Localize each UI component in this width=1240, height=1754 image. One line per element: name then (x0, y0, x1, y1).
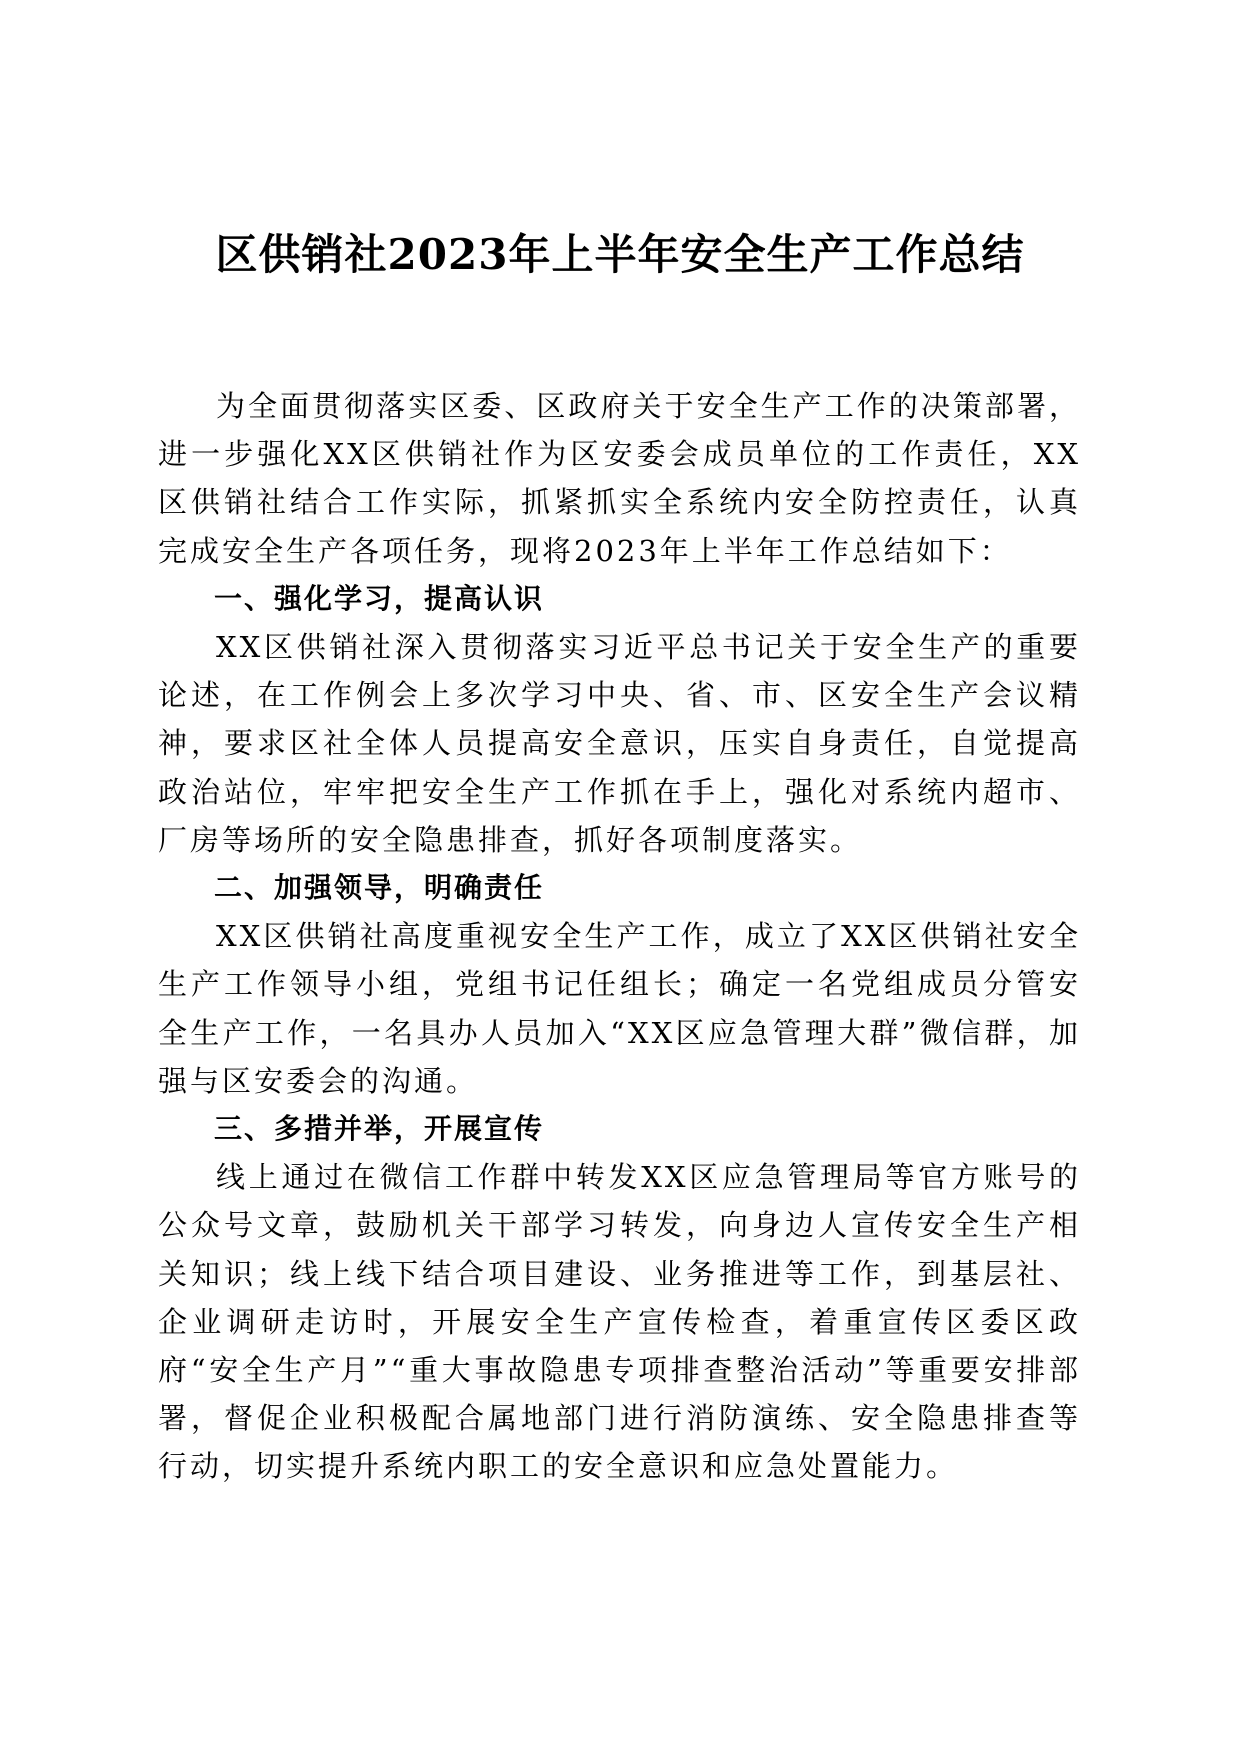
document-title: 区供销社2023年上半年安全生产工作总结 (215, 230, 1025, 279)
section-heading: 一、强化学习，提高认识 (214, 581, 545, 615)
section-heading: 三、多措并举，开展宣传 (214, 1112, 545, 1146)
section-paragraph: XX区供销社高度重视安全生产工作，成立了XX区供销社安全生产工作领导小组，党组书记任组长；确定一名党组成员分管安全生产工作，一名具办人员加入“XX区应急管理大群”微信群，加强与区安委会的沟通。 (158, 919, 1081, 1098)
section-paragraph: 线上通过在微信工作群中转发XX区应急管理局等官方账号的公众号文章，鼓励机关干部学习转发，向身边人宣传安全生产相关知识；线上线下结合项目建设、业务推进等工作，到基层社、企业调研走访时，开展安全生产宣传检查，着重宣传区委区政府“安全生产月”“重大事故隐患专项排查整治活动”等重要安排部署，督促企业积极配合属地部门进行消防演练、安全隐患排查等行动，切实提升系统内职工的安全意识和应急处置能力。 (158, 1160, 1081, 1484)
intro-paragraph: 为全面贯彻落实区委、区政府关于安全生产工作的决策部署，进一步强化XX区供销社作为区安委会成员单位的工作责任，XX区供销社结合工作实际，抓紧抓实全系统内安全防控责任，认真完成安全生产各项任务，现将2023年上半年工作总结如下： (158, 389, 1081, 568)
section-paragraph: XX区供销社深入贯彻落实习近平总书记关于安全生产的重要论述，在工作例会上多次学习中央、省、市、区安全生产会议精神，要求区社全体人员提高安全意识，压实自身责任，自觉提高政治站位，牢牢把安全生产工作抓在手上，强化对系统内超市、厂房等场所的安全隐患排查，抓好各项制度落实。 (158, 630, 1081, 857)
section-heading: 二、加强领导，明确责任 (214, 871, 545, 905)
document-body (158, 382, 1081, 1491)
